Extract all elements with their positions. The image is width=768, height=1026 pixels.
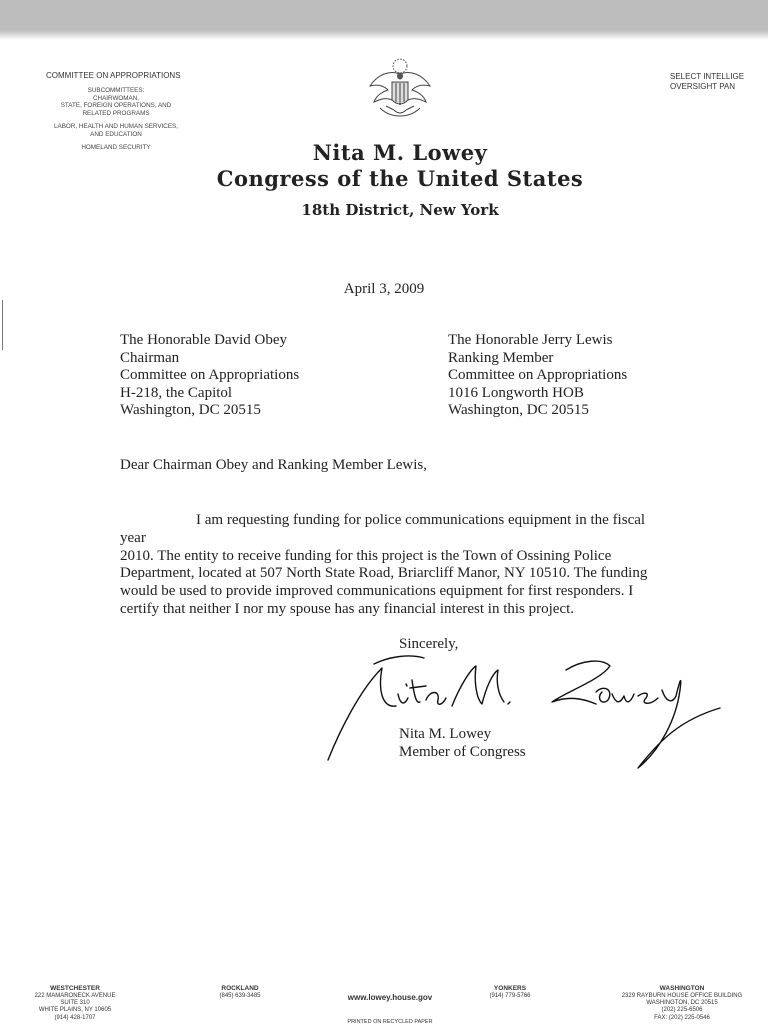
letterhead-name: Nita M. Lowey: [312, 140, 488, 165]
committee-main: COMMITTEE ON APPROPRIATIONS: [46, 71, 181, 80]
recipient-address-left: [120, 332, 299, 420]
body-line1-text: I am requesting funding for police communications equipment in the fiscal year: [120, 512, 646, 546]
footer-rockland: [200, 984, 280, 1000]
footer-washington-line3: (202) 225-6506: [661, 1007, 703, 1014]
letterhead: [190, 140, 610, 222]
recipient-right-line2: Ranking Member: [448, 349, 554, 366]
footer-washington: [612, 984, 752, 1022]
committee-right-line1: SELECT INTELLIGE: [670, 72, 745, 81]
chair-line1: STATE, FOREIGN OPERATIONS, AND: [60, 102, 172, 109]
recipient-left-line3: Committee on Appropriations: [120, 367, 300, 384]
body-line3: Department, located at 507 North State Road, Briarcliff Manor, NY 10510. The funding: [120, 565, 648, 582]
footer-westchester: [20, 984, 130, 1022]
recipient-right-line5: Washington, DC 20515: [448, 402, 589, 419]
signer-title: Member of Congress: [399, 744, 526, 760]
chair-role: CHAIRWOMAN,: [92, 94, 140, 102]
footer-westchester-line4: (914) 428-1707: [54, 1014, 96, 1021]
signer-block: [399, 725, 526, 761]
labor-line2: AND EDUCATION: [90, 130, 142, 138]
committee-assignments-right: [670, 72, 768, 92]
letterhead-district: 18th District, New York: [301, 201, 499, 219]
footer-washington-line1: 2329 RAYBURN HOUSE OFFICE BUILDING: [621, 993, 743, 999]
committee-right-line2: OVERSIGHT PAN: [670, 82, 736, 91]
homeland-security: HOMELAND SECURITY: [81, 144, 151, 151]
eagle-seal-icon: [368, 56, 432, 122]
body-line4: would be used to provide improved communications equipment for first responders. I: [120, 583, 634, 600]
scan-margin-line: [2, 300, 3, 350]
footer-westchester-line3: WHITE PLAINS, NY 10605: [38, 1007, 112, 1014]
website-link[interactable]: www.lowey.house.gov: [347, 993, 433, 1002]
letter-body: [120, 512, 660, 619]
chair-line2: RELATED PROGRAMS: [82, 109, 150, 117]
committee-assignments-left: [46, 71, 186, 158]
footer-westchester-line2: SUITE 310: [60, 1000, 90, 1007]
footer-washington-line4: FAX: (202) 225-0546: [654, 1014, 710, 1021]
footer-website: [330, 994, 450, 1026]
labor-line1: LABOR, HEALTH AND HUMAN SERVICES,: [54, 123, 178, 130]
recipient-left-line2: Chairman: [120, 349, 180, 366]
salutation: Dear Chairman Obey and Ranking Member Lewis,: [120, 457, 427, 473]
footer-yonkers-line1: (914) 779-5766: [489, 993, 531, 999]
footer-rockland-head: ROCKLAND: [221, 985, 259, 992]
body-line2: 2010. The entity to receive funding for this project is the Town of Ossining Police: [120, 547, 612, 564]
recipient-left-line5: Washington, DC 20515: [120, 402, 261, 419]
recipient-left-line1: The Honorable David Obey: [120, 332, 288, 348]
recipient-left-line4: H-218, the Capitol: [120, 384, 233, 401]
recipient-right-line3: Committee on Appropriations: [448, 367, 628, 384]
subcommittee-label: SUBCOMMITTEES:: [87, 87, 145, 94]
footer-westchester-head: WESTCHESTER: [50, 985, 100, 992]
footer-washington-line2: WASHINGTON, DC 20515: [646, 1000, 718, 1007]
footer-washington-head: WASHINGTON: [659, 985, 705, 992]
recipient-right-line1: The Honorable Jerry Lewis: [448, 332, 613, 348]
footer-yonkers: [470, 984, 550, 1000]
footer-yonkers-head: YONKERS: [493, 985, 527, 992]
recipient-right-line4: 1016 Longworth HOB: [448, 384, 584, 401]
body-line1: [120, 512, 660, 548]
recipient-address-right: [448, 332, 627, 420]
letterhead-congress: Congress of the United States: [216, 166, 584, 191]
footer-westchester-line1: 222 MAMARONECK AVENUE: [34, 993, 116, 999]
scan-top-edge: [0, 0, 768, 38]
body-line5: certify that neither I nor my spouse has any financial interest in this project.: [120, 600, 575, 617]
closing: Sincerely,: [399, 636, 459, 652]
footer-rockland-line1: (845) 639-3485: [219, 993, 261, 999]
signer-name: Nita M. Lowey: [399, 726, 492, 742]
letter-date: April 3, 2009: [343, 281, 425, 297]
printed-on-recycled: PRINTED ON RECYCLED PAPER: [347, 1019, 433, 1026]
